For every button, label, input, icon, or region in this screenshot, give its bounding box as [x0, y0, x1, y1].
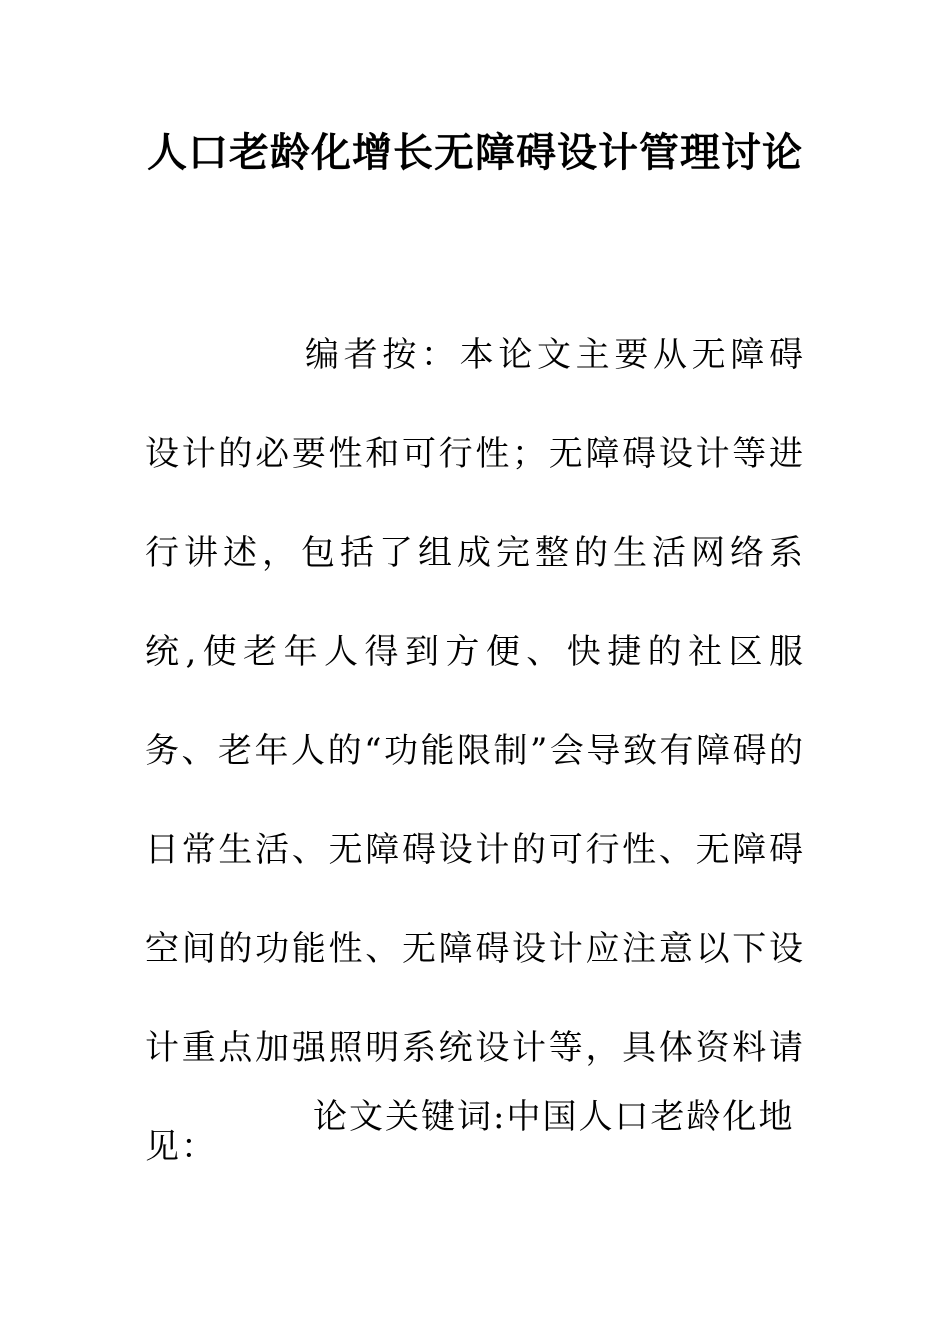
abstract-paragraph: 编者按：本论文主要从无障碍设计的必要性和可行性；无障碍设计等进行讲述，包括了组成完整的生活网络系统,使老年人得到方便、快捷的社区服务、老年人的“功能限制”会导致有障碍的日常生活、无障碍设计的可行性、无障碍空间的功能性、无障碍设计应注意以下设计重点加强照明系统设计等，具体资料请见：	[145, 335, 805, 1167]
document-title: 人口老龄化增长无障碍设计管理讨论	[147, 129, 803, 176]
keywords-line: 论文关键词:中国人口老龄化地	[313, 1097, 795, 1137]
